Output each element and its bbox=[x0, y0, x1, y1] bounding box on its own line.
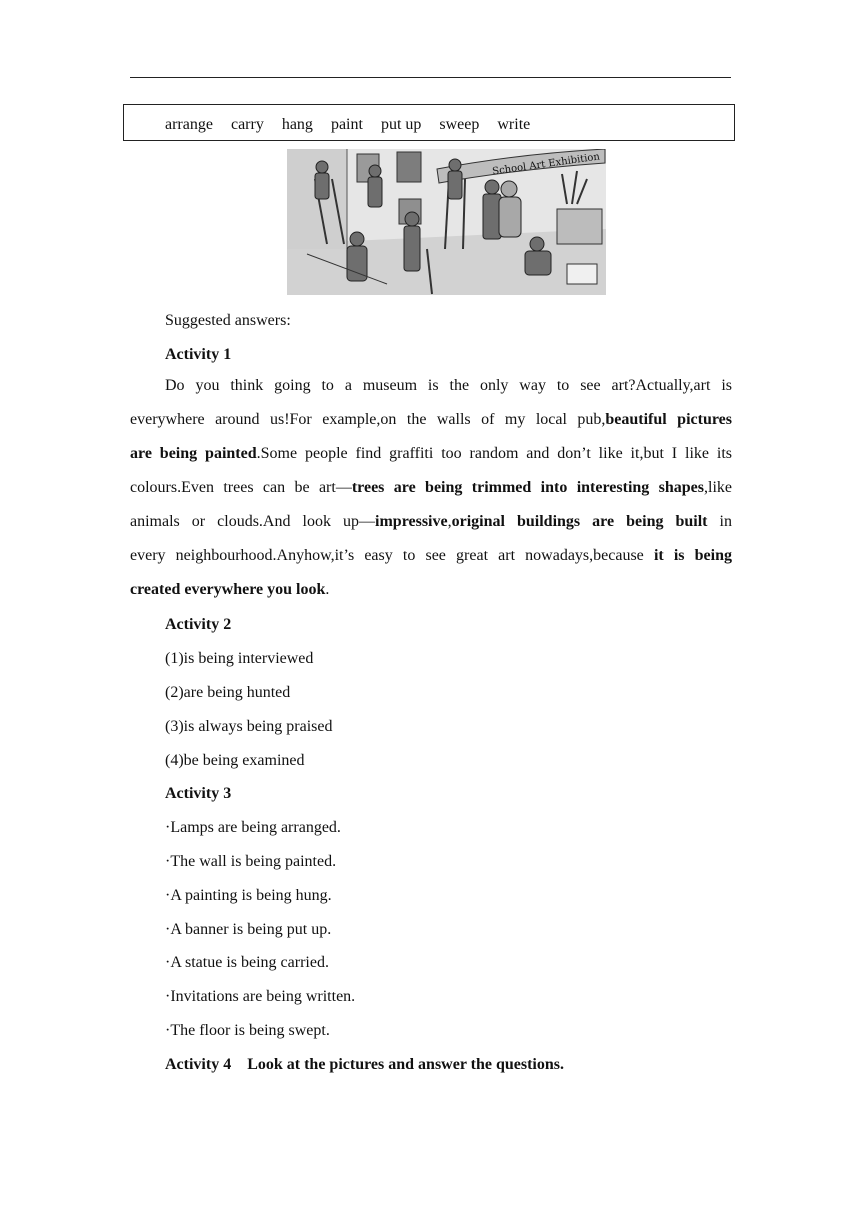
paragraph-text: . bbox=[325, 581, 330, 598]
activity-3-answer: ·Lamps are being arranged. bbox=[165, 819, 341, 836]
header-rule bbox=[130, 77, 731, 78]
paragraph-text: Do you think going to a museum is the only way to see art?Actually,art is bbox=[165, 377, 732, 394]
paragraph-text: .Some people find graffiti too random and don’t like it,but I like its bbox=[256, 445, 733, 462]
art-exhibition-illustration bbox=[287, 149, 606, 295]
activity-3-answer: ·The wall is being painted. bbox=[165, 853, 337, 870]
paragraph-line bbox=[130, 471, 732, 505]
paragraph-text: everywhere around us!For example,on the walls of my local pub, bbox=[130, 411, 606, 428]
activity-3-answer: ·A painting is being hung. bbox=[165, 887, 332, 904]
word-bank-item: put up bbox=[380, 116, 422, 133]
paragraph-line bbox=[130, 573, 732, 607]
highlighted-answer: original buildings are being built bbox=[451, 513, 708, 530]
suggested-answers-label: Suggested answers: bbox=[165, 312, 291, 329]
paragraph-text: animals or clouds.And look up— bbox=[130, 513, 376, 530]
word-bank-item: carry bbox=[230, 116, 264, 133]
word-bank-box bbox=[123, 104, 735, 141]
highlighted-answer: it is being bbox=[653, 547, 733, 564]
activity-2-answer: (3)is always being praised bbox=[165, 718, 333, 735]
paragraph-line bbox=[130, 539, 732, 573]
paragraph-text: colours.Even trees can be art— bbox=[130, 479, 352, 496]
highlighted-answer: created everywhere you look bbox=[130, 581, 326, 598]
activity-4-heading: Activity 4 Look at the pictures and answer the questions. bbox=[165, 1056, 564, 1073]
highlighted-answer: trees are being trimmed into interesting shapes bbox=[351, 479, 704, 496]
activity-3-answer: ·A statue is being carried. bbox=[165, 954, 329, 971]
word-bank-item: write bbox=[497, 116, 531, 133]
word-bank-list bbox=[165, 115, 544, 135]
paragraph-line bbox=[130, 505, 732, 539]
paragraph-line bbox=[130, 403, 732, 437]
paragraph-text: in bbox=[707, 513, 732, 530]
activity-1-paragraph bbox=[130, 369, 732, 607]
activity-3-answer: ·Invitations are being written. bbox=[165, 988, 356, 1005]
activity-3-answer: ·A banner is being put up. bbox=[165, 921, 332, 938]
paragraph-text: ,like bbox=[704, 479, 732, 496]
activity-3-heading: Activity 3 bbox=[165, 785, 232, 802]
word-bank-item: arrange bbox=[165, 116, 213, 133]
highlighted-answer: are being painted bbox=[130, 445, 257, 462]
paragraph-line bbox=[130, 369, 732, 403]
activity-2-answer: (4)be being examined bbox=[165, 752, 305, 769]
paragraph-line bbox=[130, 437, 732, 471]
illustration-drawing bbox=[287, 149, 606, 295]
paragraph-text: every neighbourhood.Anyhow,it’s easy to see great art nowadays,because bbox=[130, 547, 654, 564]
highlighted-answer: impressive bbox=[375, 513, 448, 530]
activity-2-heading: Activity 2 bbox=[165, 616, 232, 633]
highlighted-answer: beautiful pictures bbox=[605, 411, 732, 428]
activity-2-answer: (1)is being interviewed bbox=[165, 650, 314, 667]
activity-1-heading: Activity 1 bbox=[165, 346, 232, 363]
activity-3-answer: ·The floor is being swept. bbox=[165, 1022, 330, 1039]
word-bank-item: hang bbox=[281, 116, 313, 133]
banner-text: School Art Exhibition bbox=[491, 151, 601, 178]
activity-2-answer: (2)are being hunted bbox=[165, 684, 291, 701]
paragraph-text: , bbox=[447, 513, 452, 530]
word-bank-item: paint bbox=[330, 116, 363, 133]
word-bank-item: sweep bbox=[439, 116, 480, 133]
